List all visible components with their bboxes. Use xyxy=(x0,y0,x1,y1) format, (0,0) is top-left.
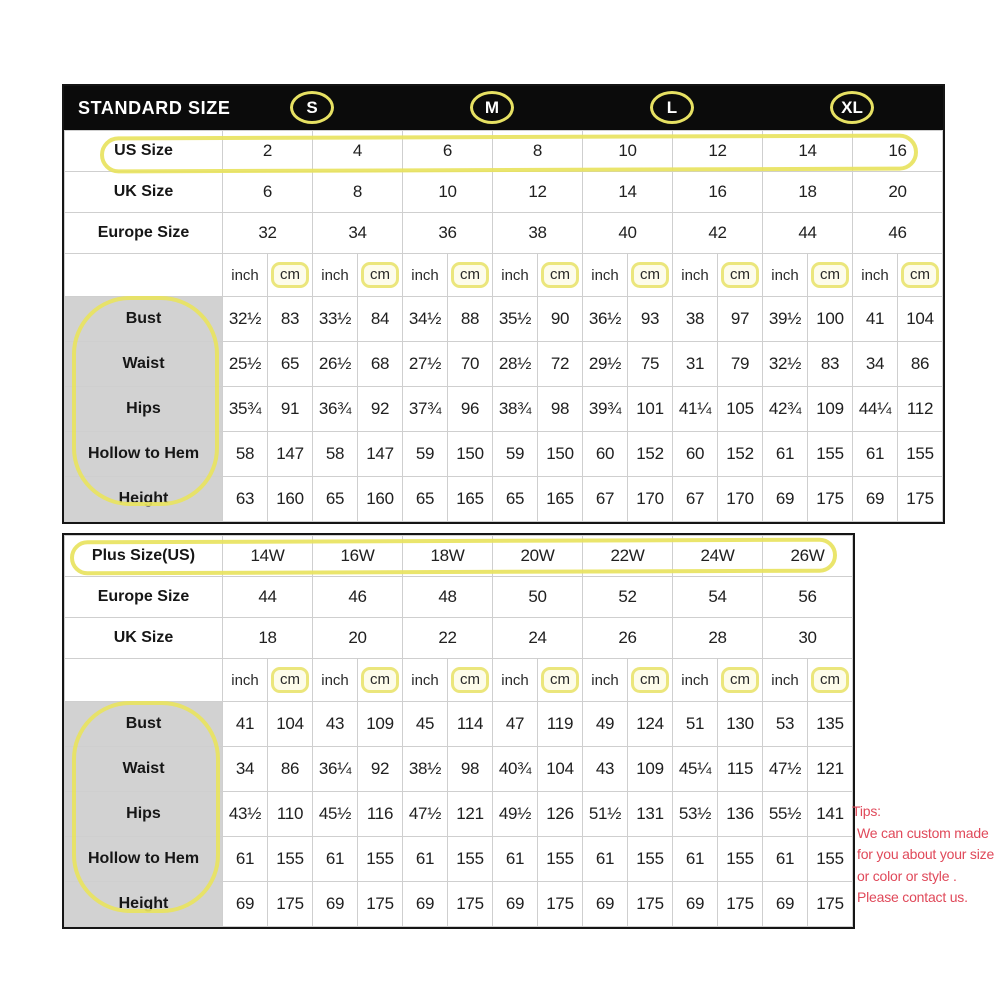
measurement-value-cell: 36½ xyxy=(583,297,628,342)
measurement-value-cell: 35½ xyxy=(493,297,538,342)
measurement-value-cell: 124 xyxy=(628,702,673,747)
measurement-value-cell: 41¼ xyxy=(673,387,718,432)
measurement-row-label: Height xyxy=(65,477,223,522)
measurement-row xyxy=(65,387,943,432)
inch-unit-cell: inch xyxy=(853,254,898,297)
measurement-value-cell: 47½ xyxy=(763,747,808,792)
size-value-cell: 16 xyxy=(673,172,763,213)
measurement-value-cell: 51½ xyxy=(583,792,628,837)
measurement-value-cell: 58 xyxy=(313,432,358,477)
measurement-value-cell: 121 xyxy=(808,747,853,792)
measurement-value-cell: 68 xyxy=(358,342,403,387)
measurement-row xyxy=(65,477,943,522)
cm-unit-cell xyxy=(808,659,853,702)
measurement-value-cell: 34 xyxy=(223,747,268,792)
measurement-row-label: Hollow to Hem xyxy=(65,432,223,477)
measurement-value-cell: 70 xyxy=(448,342,493,387)
size-xl-label: XL xyxy=(841,97,863,117)
measurement-value-cell: 47½ xyxy=(403,792,448,837)
cm-highlight-box: cm xyxy=(811,262,849,289)
measurement-value-cell: 155 xyxy=(808,837,853,882)
size-value-cell: 8 xyxy=(313,172,403,213)
measurement-value-cell: 45 xyxy=(403,702,448,747)
measurement-value-cell: 165 xyxy=(448,477,493,522)
measurement-value-cell: 69 xyxy=(223,882,268,927)
measurement-row-label: Height xyxy=(65,882,223,927)
size-value-cell: 48 xyxy=(403,577,493,618)
measurement-value-cell: 38½ xyxy=(403,747,448,792)
measurement-value-cell: 69 xyxy=(673,882,718,927)
cm-unit-cell xyxy=(898,254,943,297)
inch-unit-cell: inch xyxy=(673,254,718,297)
size-value-cell: 4 xyxy=(313,131,403,172)
cm-unit-cell xyxy=(628,254,673,297)
measurement-value-cell: 38¾ xyxy=(493,387,538,432)
measurement-value-cell: 61 xyxy=(583,837,628,882)
measurement-value-cell: 92 xyxy=(358,387,403,432)
measurement-value-cell: 121 xyxy=(448,792,493,837)
measurement-value-cell: 34 xyxy=(853,342,898,387)
measurement-value-cell: 33½ xyxy=(313,297,358,342)
size-value-cell: 12 xyxy=(493,172,583,213)
measurement-row-label: Hips xyxy=(65,792,223,837)
plus-size-grid xyxy=(64,535,853,927)
measurement-value-cell: 36¼ xyxy=(313,747,358,792)
size-row-label: US Size xyxy=(65,131,223,172)
size-value-cell: 42 xyxy=(673,213,763,254)
size-value-cell: 16 xyxy=(853,131,943,172)
size-value-cell: 50 xyxy=(493,577,583,618)
size-value-cell: 12 xyxy=(673,131,763,172)
measurement-value-cell: 61 xyxy=(403,837,448,882)
measurement-value-cell: 84 xyxy=(358,297,403,342)
measurement-value-cell: 104 xyxy=(268,702,313,747)
measurement-value-cell: 136 xyxy=(718,792,763,837)
size-value-cell: 36 xyxy=(403,213,493,254)
size-row xyxy=(65,577,853,618)
standard-size-grid xyxy=(64,130,943,522)
measurement-value-cell: 44¼ xyxy=(853,387,898,432)
size-value-cell: 26W xyxy=(763,536,853,577)
inch-unit-cell: inch xyxy=(403,659,448,702)
cm-unit-cell xyxy=(718,659,763,702)
measurement-row xyxy=(65,882,853,927)
measurement-row xyxy=(65,702,853,747)
measurement-value-cell: 98 xyxy=(448,747,493,792)
inch-unit-cell: inch xyxy=(673,659,718,702)
size-row-label: UK Size xyxy=(65,618,223,659)
measurement-value-cell: 90 xyxy=(538,297,583,342)
plus-size-table xyxy=(62,533,855,929)
measurement-row xyxy=(65,432,943,477)
measurement-value-cell: 43½ xyxy=(223,792,268,837)
cm-highlight-box: cm xyxy=(451,262,489,289)
measurement-value-cell: 67 xyxy=(673,477,718,522)
measurement-value-cell: 155 xyxy=(358,837,403,882)
measurement-value-cell: 155 xyxy=(808,432,853,477)
cm-unit-cell xyxy=(358,254,403,297)
measurement-value-cell: 152 xyxy=(628,432,673,477)
inch-unit-cell: inch xyxy=(763,659,808,702)
measurement-row-label: Waist xyxy=(65,342,223,387)
measurement-value-cell: 116 xyxy=(358,792,403,837)
measurement-value-cell: 83 xyxy=(268,297,313,342)
measurement-value-cell: 58 xyxy=(223,432,268,477)
measurement-row-label: Waist xyxy=(65,747,223,792)
measurement-value-cell: 109 xyxy=(628,747,673,792)
size-value-cell: 10 xyxy=(583,131,673,172)
measurement-value-cell: 155 xyxy=(268,837,313,882)
size-m-label: M xyxy=(484,97,500,117)
measurement-value-cell: 27½ xyxy=(403,342,448,387)
cm-highlight-box: cm xyxy=(901,262,939,289)
size-value-cell: 10 xyxy=(403,172,493,213)
custom-tips-note xyxy=(852,801,994,909)
cm-unit-cell xyxy=(268,659,313,702)
size-value-cell: 32 xyxy=(223,213,313,254)
measurement-value-cell: 126 xyxy=(538,792,583,837)
measurement-value-cell: 61 xyxy=(853,432,898,477)
cm-highlight-box: cm xyxy=(271,667,309,694)
measurement-value-cell: 175 xyxy=(808,882,853,927)
size-value-cell: 46 xyxy=(853,213,943,254)
measurement-value-cell: 69 xyxy=(313,882,358,927)
measurement-value-cell: 170 xyxy=(628,477,673,522)
size-value-cell: 40 xyxy=(583,213,673,254)
measurement-value-cell: 104 xyxy=(898,297,943,342)
measurement-value-cell: 155 xyxy=(628,837,673,882)
measurement-value-cell: 155 xyxy=(898,432,943,477)
measurement-value-cell: 155 xyxy=(448,837,493,882)
measurement-row-label: Hips xyxy=(65,387,223,432)
tips-line: for you about your size xyxy=(857,846,995,862)
measurement-value-cell: 72 xyxy=(538,342,583,387)
cm-unit-cell xyxy=(538,254,583,297)
size-value-cell: 18W xyxy=(403,536,493,577)
measurement-value-cell: 26½ xyxy=(313,342,358,387)
size-value-cell: 2 xyxy=(223,131,313,172)
cm-unit-cell xyxy=(718,254,763,297)
inch-unit-cell: inch xyxy=(493,254,538,297)
standard-size-table xyxy=(62,84,945,524)
size-l-label: L xyxy=(666,97,678,117)
cm-unit-cell xyxy=(808,254,853,297)
measurement-value-cell: 60 xyxy=(583,432,628,477)
cm-highlight-box: cm xyxy=(721,667,759,694)
size-l-oval xyxy=(650,91,694,124)
measurement-value-cell: 93 xyxy=(628,297,673,342)
size-row xyxy=(65,213,943,254)
measurement-value-cell: 112 xyxy=(898,387,943,432)
measurement-value-cell: 150 xyxy=(448,432,493,477)
measurement-row xyxy=(65,792,853,837)
measurement-value-cell: 170 xyxy=(718,477,763,522)
measurement-value-cell: 61 xyxy=(313,837,358,882)
measurement-value-cell: 61 xyxy=(493,837,538,882)
measurement-value-cell: 63 xyxy=(223,477,268,522)
measurement-value-cell: 104 xyxy=(538,747,583,792)
standard-size-title: STANDARD SIZE xyxy=(78,97,231,118)
measurement-value-cell: 65 xyxy=(493,477,538,522)
size-value-cell: 24W xyxy=(673,536,763,577)
measurement-value-cell: 175 xyxy=(718,882,763,927)
size-s-label: S xyxy=(306,97,318,117)
inch-unit-cell: inch xyxy=(493,659,538,702)
measurement-value-cell: 98 xyxy=(538,387,583,432)
measurement-value-cell: 150 xyxy=(538,432,583,477)
unit-row xyxy=(65,659,853,702)
cm-highlight-box: cm xyxy=(721,262,759,289)
size-value-cell: 18 xyxy=(763,172,853,213)
measurement-value-cell: 53 xyxy=(763,702,808,747)
measurement-row xyxy=(65,342,943,387)
measurement-value-cell: 109 xyxy=(808,387,853,432)
measurement-value-cell: 119 xyxy=(538,702,583,747)
standard-size-header-bar xyxy=(64,86,943,130)
measurement-value-cell: 130 xyxy=(718,702,763,747)
cm-unit-cell xyxy=(268,254,313,297)
measurement-value-cell: 101 xyxy=(628,387,673,432)
measurement-value-cell: 43 xyxy=(583,747,628,792)
measurement-value-cell: 155 xyxy=(538,837,583,882)
inch-unit-cell: inch xyxy=(313,254,358,297)
measurement-value-cell: 25½ xyxy=(223,342,268,387)
measurement-value-cell: 96 xyxy=(448,387,493,432)
size-row xyxy=(65,172,943,213)
measurement-value-cell: 67 xyxy=(583,477,628,522)
size-value-cell: 44 xyxy=(763,213,853,254)
measurement-value-cell: 92 xyxy=(358,747,403,792)
measurement-row xyxy=(65,837,853,882)
size-value-cell: 8 xyxy=(493,131,583,172)
measurement-value-cell: 86 xyxy=(898,342,943,387)
measurement-row-label: Bust xyxy=(65,702,223,747)
inch-unit-cell: inch xyxy=(583,254,628,297)
cm-highlight-box: cm xyxy=(631,667,669,694)
tips-title: Tips: xyxy=(852,803,881,819)
measurement-value-cell: 100 xyxy=(808,297,853,342)
size-row-label: Europe Size xyxy=(65,213,223,254)
unit-row-label xyxy=(65,254,223,297)
measurement-value-cell: 29½ xyxy=(583,342,628,387)
measurement-value-cell: 43 xyxy=(313,702,358,747)
measurement-value-cell: 47 xyxy=(493,702,538,747)
size-row-label: UK Size xyxy=(65,172,223,213)
size-row xyxy=(65,131,943,172)
measurement-value-cell: 160 xyxy=(358,477,403,522)
unit-row-label xyxy=(65,659,223,702)
measurement-value-cell: 69 xyxy=(763,882,808,927)
measurement-value-cell: 39¾ xyxy=(583,387,628,432)
cm-highlight-box: cm xyxy=(541,262,579,289)
measurement-value-cell: 59 xyxy=(493,432,538,477)
inch-unit-cell: inch xyxy=(313,659,358,702)
measurement-value-cell: 60 xyxy=(673,432,718,477)
measurement-value-cell: 105 xyxy=(718,387,763,432)
measurement-value-cell: 175 xyxy=(808,477,853,522)
size-value-cell: 56 xyxy=(763,577,853,618)
measurement-value-cell: 91 xyxy=(268,387,313,432)
measurement-value-cell: 109 xyxy=(358,702,403,747)
inch-unit-cell: inch xyxy=(403,254,448,297)
measurement-value-cell: 32½ xyxy=(763,342,808,387)
measurement-value-cell: 42¾ xyxy=(763,387,808,432)
cm-unit-cell xyxy=(538,659,583,702)
size-value-cell: 6 xyxy=(403,131,493,172)
measurement-value-cell: 69 xyxy=(403,882,448,927)
tips-line: We can custom made xyxy=(857,824,989,841)
size-value-cell: 6 xyxy=(223,172,313,213)
measurement-value-cell: 65 xyxy=(403,477,448,522)
size-value-cell: 54 xyxy=(673,577,763,618)
tips-line: Please contact us. xyxy=(857,889,968,905)
measurement-value-cell: 32½ xyxy=(223,297,268,342)
measurement-value-cell: 69 xyxy=(583,882,628,927)
size-value-cell: 34 xyxy=(313,213,403,254)
size-value-cell: 38 xyxy=(493,213,583,254)
measurement-value-cell: 141 xyxy=(808,792,853,837)
measurement-value-cell: 65 xyxy=(313,477,358,522)
size-row-label: Plus Size(US) xyxy=(65,536,223,577)
measurement-value-cell: 147 xyxy=(268,432,313,477)
size-value-cell: 52 xyxy=(583,577,673,618)
measurement-value-cell: 131 xyxy=(628,792,673,837)
measurement-value-cell: 37¾ xyxy=(403,387,448,432)
measurement-value-cell: 61 xyxy=(763,432,808,477)
measurement-value-cell: 61 xyxy=(223,837,268,882)
size-value-cell: 24 xyxy=(493,618,583,659)
size-value-cell: 46 xyxy=(313,577,403,618)
measurement-value-cell: 61 xyxy=(673,837,718,882)
cm-unit-cell xyxy=(448,659,493,702)
measurement-value-cell: 41 xyxy=(853,297,898,342)
measurement-value-cell: 86 xyxy=(268,747,313,792)
measurement-value-cell: 175 xyxy=(898,477,943,522)
measurement-value-cell: 38 xyxy=(673,297,718,342)
measurement-value-cell: 34½ xyxy=(403,297,448,342)
measurement-value-cell: 175 xyxy=(538,882,583,927)
measurement-value-cell: 49½ xyxy=(493,792,538,837)
measurement-value-cell: 69 xyxy=(763,477,808,522)
measurement-value-cell: 69 xyxy=(853,477,898,522)
size-value-cell: 20W xyxy=(493,536,583,577)
cm-unit-cell xyxy=(448,254,493,297)
measurement-value-cell: 110 xyxy=(268,792,313,837)
size-row xyxy=(65,618,853,659)
measurement-value-cell: 36¾ xyxy=(313,387,358,432)
measurement-value-cell: 75 xyxy=(628,342,673,387)
measurement-value-cell: 97 xyxy=(718,297,763,342)
size-value-cell: 14 xyxy=(763,131,853,172)
size-value-cell: 26 xyxy=(583,618,673,659)
unit-row xyxy=(65,254,943,297)
size-value-cell: 22 xyxy=(403,618,493,659)
inch-unit-cell: inch xyxy=(223,659,268,702)
size-value-cell: 28 xyxy=(673,618,763,659)
measurement-value-cell: 165 xyxy=(538,477,583,522)
measurement-value-cell: 175 xyxy=(448,882,493,927)
measurement-value-cell: 155 xyxy=(718,837,763,882)
size-row-label: Europe Size xyxy=(65,577,223,618)
size-row xyxy=(65,536,853,577)
tips-line: or color or style . xyxy=(857,867,957,884)
size-value-cell: 30 xyxy=(763,618,853,659)
size-m-oval xyxy=(470,91,514,124)
measurement-row-label: Hollow to Hem xyxy=(65,837,223,882)
inch-unit-cell: inch xyxy=(583,659,628,702)
cm-highlight-box: cm xyxy=(631,262,669,289)
measurement-row xyxy=(65,297,943,342)
measurement-value-cell: 160 xyxy=(268,477,313,522)
measurement-row-label: Bust xyxy=(65,297,223,342)
measurement-value-cell: 115 xyxy=(718,747,763,792)
measurement-value-cell: 152 xyxy=(718,432,763,477)
measurement-value-cell: 175 xyxy=(628,882,673,927)
measurement-value-cell: 59 xyxy=(403,432,448,477)
measurement-value-cell: 45¼ xyxy=(673,747,718,792)
measurement-value-cell: 41 xyxy=(223,702,268,747)
measurement-value-cell: 175 xyxy=(268,882,313,927)
measurement-value-cell: 55½ xyxy=(763,792,808,837)
size-xl-oval xyxy=(830,91,874,124)
measurement-value-cell: 65 xyxy=(268,342,313,387)
size-value-cell: 20 xyxy=(313,618,403,659)
measurement-value-cell: 31 xyxy=(673,342,718,387)
cm-unit-cell xyxy=(628,659,673,702)
cm-highlight-box: cm xyxy=(451,667,489,694)
size-value-cell: 20 xyxy=(853,172,943,213)
measurement-value-cell: 51 xyxy=(673,702,718,747)
size-s-oval xyxy=(290,91,334,124)
measurement-value-cell: 49 xyxy=(583,702,628,747)
measurement-row xyxy=(65,747,853,792)
measurement-value-cell: 45½ xyxy=(313,792,358,837)
size-value-cell: 22W xyxy=(583,536,673,577)
measurement-value-cell: 175 xyxy=(358,882,403,927)
cm-highlight-box: cm xyxy=(361,262,399,289)
measurement-value-cell: 135 xyxy=(808,702,853,747)
inch-unit-cell: inch xyxy=(763,254,808,297)
measurement-value-cell: 35¾ xyxy=(223,387,268,432)
measurement-value-cell: 28½ xyxy=(493,342,538,387)
measurement-value-cell: 53½ xyxy=(673,792,718,837)
cm-unit-cell xyxy=(358,659,403,702)
measurement-value-cell: 39½ xyxy=(763,297,808,342)
measurement-value-cell: 40¾ xyxy=(493,747,538,792)
cm-highlight-box: cm xyxy=(541,667,579,694)
inch-unit-cell: inch xyxy=(223,254,268,297)
cm-highlight-box: cm xyxy=(811,667,849,694)
size-value-cell: 14 xyxy=(583,172,673,213)
measurement-value-cell: 61 xyxy=(763,837,808,882)
measurement-value-cell: 79 xyxy=(718,342,763,387)
size-value-cell: 14W xyxy=(223,536,313,577)
measurement-value-cell: 114 xyxy=(448,702,493,747)
measurement-value-cell: 147 xyxy=(358,432,403,477)
size-value-cell: 16W xyxy=(313,536,403,577)
measurement-value-cell: 83 xyxy=(808,342,853,387)
measurement-value-cell: 88 xyxy=(448,297,493,342)
measurement-value-cell: 69 xyxy=(493,882,538,927)
cm-highlight-box: cm xyxy=(271,262,309,289)
cm-highlight-box: cm xyxy=(361,667,399,694)
size-value-cell: 44 xyxy=(223,577,313,618)
size-value-cell: 18 xyxy=(223,618,313,659)
